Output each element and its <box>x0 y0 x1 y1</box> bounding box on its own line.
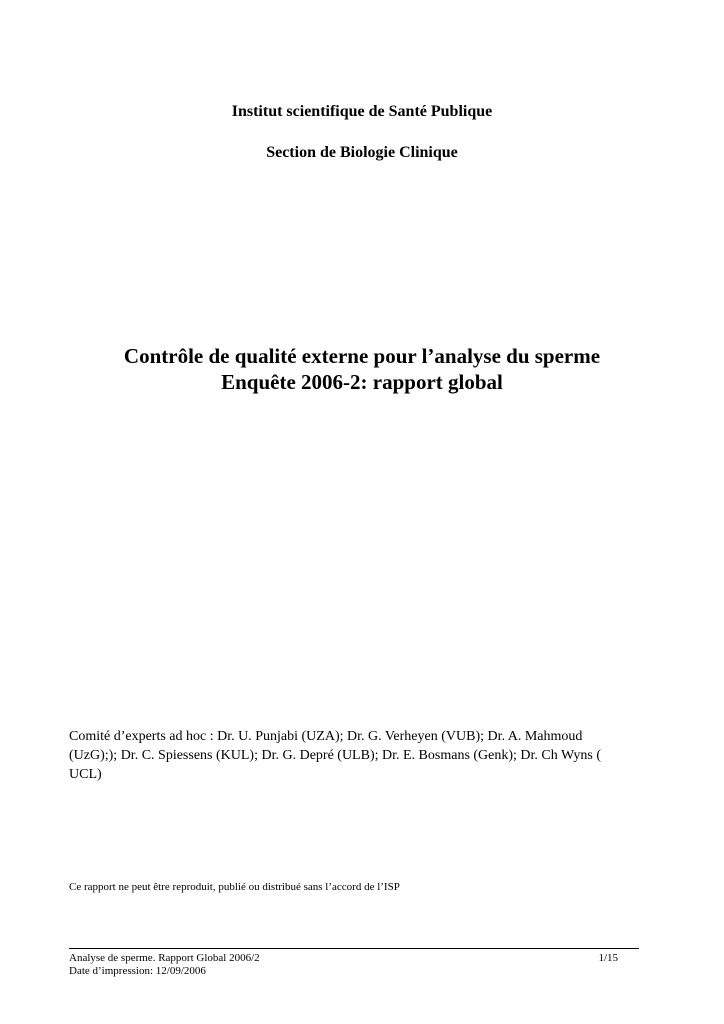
footer-print-date: Date d’impression: 12/09/2006 <box>69 965 206 977</box>
report-title-line-2: Enquête 2006-2: rapport global <box>221 370 503 394</box>
report-title-line-1: Contrôle de qualité externe pour l’analyse du sperme <box>123 344 601 368</box>
footer-divider <box>69 948 639 949</box>
footer-page-number: 1/15 <box>598 952 618 964</box>
page-footer <box>69 952 618 978</box>
institute-name: Institut scientifique de Santé Publique <box>231 103 493 120</box>
copyright-notice: Ce rapport ne peut être reproduit, publié ou distribué sans l’accord de l’ISP <box>69 881 400 893</box>
footer-report-name: Analyse de sperme. Rapport Global 2006/2 <box>69 952 260 964</box>
section-name: Section de Biologie Clinique <box>266 144 458 161</box>
footer-row-1 <box>69 952 618 965</box>
expert-committee: Comité d’experts ad hoc : Dr. U. Punjabi (UZA); Dr. G. Verheyen (VUB); Dr. A. Mahmoud (UzG);); Dr. C. Spiessens (KUL); Dr. G. Depré (ULB); Dr. E. Bosmans (Genk); Dr. Ch Wyns ( UCL) <box>69 729 601 782</box>
report-title <box>0 343 724 395</box>
